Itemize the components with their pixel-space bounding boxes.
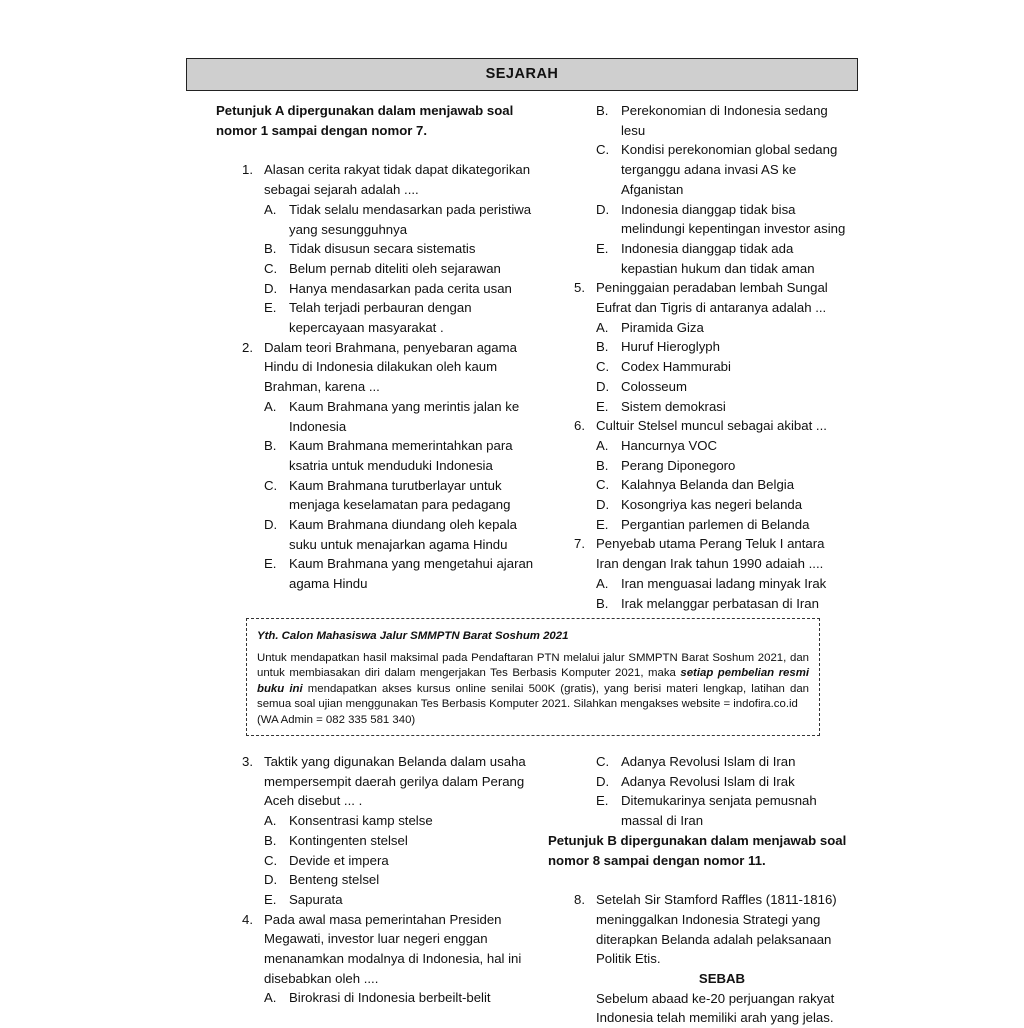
option-2a[interactable] — [216, 397, 536, 436]
option-text: Iran menguasai ladang minyak Irak — [621, 575, 827, 591]
option-3d[interactable] — [216, 870, 536, 890]
upper-right-column — [548, 101, 848, 613]
option-text: Indonesia dianggap tidak ada kepastian hukum dan tidak aman — [621, 240, 815, 276]
option-text: Codex Hammurabi — [621, 359, 731, 375]
question-number: 8. — [574, 892, 585, 908]
option-1c[interactable] — [216, 259, 536, 279]
option-letter: D. — [264, 872, 278, 888]
option-letter: B. — [596, 457, 609, 473]
question-4 — [216, 910, 536, 989]
notice-whatsapp: (WA Admin = 082 335 581 340) — [257, 713, 416, 726]
option-2d[interactable] — [216, 515, 536, 554]
option-letter: C. — [264, 852, 278, 868]
option-4a[interactable] — [216, 988, 536, 1008]
option-text: Kaum Brahmana turutberlayar untuk menjaga keselamatan para pedagang — [289, 477, 511, 513]
option-text: Kontingenten stelsel — [289, 832, 408, 848]
option-text: Kaum Brahmana memerintahkan para ksatria untuk menduduki Indonesia — [289, 438, 513, 473]
sebab-label: SEBAB — [698, 971, 746, 987]
option-text: Kondisi perekonomian global sedang terganggu adana invasi AS ke Afganistan — [621, 142, 838, 197]
option-text: Indonesia dianggap tidak bisa melindungi kepentingan investor asing — [621, 201, 846, 237]
option-6c[interactable] — [548, 475, 848, 495]
option-letter: A. — [596, 575, 609, 591]
option-letter: E. — [264, 891, 277, 907]
option-5a[interactable] — [548, 318, 848, 338]
notice-body-text: mendapatkan akses kursus online senilai 500K (gratis), yang berisi materi lengkap, latihan dan semua soal ujian menggunakan Tes Berbasis Komputer 2021. Silahkan mengakses website = indofira.co.id — [257, 682, 810, 711]
option-letter: C. — [596, 477, 610, 493]
option-text: Sistem demokrasi — [621, 398, 726, 414]
section-title — [186, 58, 858, 91]
option-letter: E. — [264, 300, 277, 316]
question-7 — [548, 534, 848, 573]
option-text: Perekonomian di Indonesia sedang lesu — [621, 103, 828, 138]
option-text: Ditemukarinya senjata pemusnah massal di Iran — [621, 793, 817, 829]
option-text: Kaum Brahmana yang merintis jalan ke Indonesia — [289, 398, 520, 434]
question-number: 1. — [242, 162, 253, 178]
option-letter: E. — [264, 556, 277, 572]
notice-body — [257, 651, 809, 713]
option-3a[interactable] — [216, 811, 536, 831]
option-letter: D. — [596, 378, 610, 394]
option-letter: C. — [596, 754, 610, 769]
option-letter: E. — [596, 398, 609, 414]
option-text: Adanya Revolusi Islam di Irak — [621, 773, 795, 789]
option-letter: D. — [596, 497, 610, 513]
option-text: Huruf Hieroglyph — [621, 339, 720, 355]
option-letter: A. — [264, 398, 277, 414]
question-3 — [216, 752, 536, 811]
question-text: Pada awal masa pemerintahan Presiden Megawati, investor luar negeri enggan menanamkan modalnya di Indonesia, hal ini disebabkan oleh .... — [264, 911, 522, 986]
lower-left-column — [216, 752, 536, 1008]
promo-notice-box — [246, 618, 820, 736]
option-text: Kaum Brahmana yang mengetahui ajaran agama Hindu — [289, 556, 534, 592]
option-text: Kalahnya Belanda dan Belgia — [621, 477, 795, 493]
option-6d[interactable] — [548, 495, 848, 515]
option-5b[interactable] — [548, 337, 848, 357]
option-letter: B. — [596, 339, 609, 355]
option-text: Benteng stelsel — [289, 872, 380, 888]
option-text: Hanya mendasarkan pada cerita usan — [289, 280, 512, 296]
option-4d[interactable] — [548, 200, 848, 239]
reason-text: Sebelum abaad ke-20 perjuangan rakyat Indonesia telah memiliki arah yang jelas. — [596, 990, 835, 1026]
option-letter: B. — [596, 595, 609, 611]
sebab-wrapper — [548, 969, 848, 1028]
option-text: Belum pernab diteliti oleh sejarawan — [289, 260, 501, 276]
option-text: Tidak disusun secara sistematis — [289, 241, 476, 257]
option-letter: A. — [596, 319, 609, 335]
option-2c[interactable] — [216, 476, 536, 515]
notice-title: Yth. Calon Mahasiswa Jalur SMMPTN Barat Soshum 2021 — [257, 630, 569, 642]
notice-body-text: Untuk mendapatkan hasil maksimal pada Pendaftaran PTN melalui jalur SMMPTN Barat Soshum 2021, dan untuk membiasakan diri dalam mengerjakan Tes Berbasis Komputer 2021, maka — [257, 651, 809, 680]
lower-right-column — [548, 752, 848, 1028]
option-text: Adanya Revolusi Islam di Iran — [621, 754, 796, 769]
option-3e[interactable] — [216, 890, 536, 910]
option-letter: C. — [264, 260, 278, 276]
option-letter: A. — [264, 990, 277, 1006]
option-letter: B. — [264, 241, 277, 257]
option-5c[interactable] — [548, 357, 848, 377]
question-number: 4. — [242, 911, 253, 927]
option-text: Kaum Brahmana diundang oleh kepala suku untuk menajarkan agama Hindu — [289, 517, 518, 552]
question-number: 3. — [242, 754, 253, 769]
option-text: Telah terjadi perbauran dengan kepercayaan masyarakat . — [289, 300, 472, 336]
option-1a[interactable] — [216, 200, 536, 239]
upper-left-column — [216, 101, 536, 594]
option-7c[interactable] — [548, 752, 848, 772]
option-text: Kosongriya kas negeri belanda — [621, 497, 803, 513]
option-3b[interactable] — [216, 831, 536, 851]
question-number: 7. — [574, 536, 585, 552]
option-7b[interactable] — [548, 594, 848, 614]
option-text: Tidak selalu mendasarkan pada peristiwa yang sesungguhnya — [289, 201, 532, 237]
instruction-a: Petunjuk A dipergunakan dalam menjawab soal nomor 1 sampai dengan nomor 7. — [216, 103, 514, 138]
option-1d[interactable] — [216, 279, 536, 299]
option-text: Birokrasi di Indonesia berbeilt-belit — [289, 990, 491, 1006]
option-letter: A. — [264, 201, 277, 217]
option-1e[interactable] — [216, 298, 536, 337]
question-text: Taktik yang digunakan Belanda dalam usaha mempersempit daerah gerilya dalam Perang Aceh disebut ... . — [264, 754, 526, 809]
option-letter: E. — [596, 240, 609, 256]
option-letter: C. — [596, 142, 610, 158]
option-text: Devide et impera — [289, 852, 389, 868]
option-letter: C. — [264, 477, 278, 493]
instruction-b: Petunjuk B dipergunakan dalam menjawab soal nomor 8 sampai dengan nomor 11. — [548, 832, 847, 868]
option-letter: E. — [596, 516, 609, 532]
option-letter: D. — [264, 280, 278, 296]
question-text: Alasan cerita rakyat tidak dapat dikategorikan sebagai sejarah adalah .... — [264, 162, 531, 198]
question-text: Dalam teori Brahmana, penyebaran agama Hindu di Indonesia dilakukan oleh kaum Brahman, karena ... — [264, 339, 517, 395]
question-2 — [216, 338, 536, 397]
question-text: Cultuir Stelsel muncul sebagai akibat ... — [596, 418, 827, 434]
option-7a[interactable] — [548, 574, 848, 594]
option-5d[interactable] — [548, 377, 848, 397]
option-letter: D. — [264, 517, 278, 533]
notice-emphasis: setiap pembelian resmi buku ini — [257, 667, 809, 695]
option-2e[interactable] — [216, 554, 536, 593]
option-letter: B. — [264, 438, 277, 454]
question-1 — [216, 160, 536, 199]
question-number: 5. — [574, 280, 585, 296]
option-6e[interactable] — [548, 515, 848, 535]
option-2b[interactable] — [216, 436, 536, 475]
question-6 — [548, 416, 848, 436]
option-text: Pergantian parlemen di Belanda — [621, 516, 810, 532]
question-number: 2. — [242, 339, 253, 355]
option-text: Perang Diponegoro — [621, 457, 736, 473]
option-4c[interactable] — [548, 140, 848, 199]
option-3c[interactable] — [216, 851, 536, 871]
option-5e[interactable] — [548, 397, 848, 417]
option-6b[interactable] — [548, 456, 848, 476]
option-letter: E. — [596, 793, 609, 809]
question-5 — [548, 278, 848, 317]
option-text: Konsentrasi kamp stelse — [289, 813, 433, 829]
question-text: Penyebab utama Perang Teluk I antara Iran dengan Irak tahun 1990 adaiah .... — [596, 536, 825, 572]
option-text: Piramida Giza — [621, 319, 704, 335]
option-7d[interactable] — [548, 772, 848, 792]
option-letter: A. — [264, 813, 277, 829]
question-text: Setelah Sir Stamford Raffles (1811-1816) meninggalkan Indonesia Strategi yang diterapkan Belanda adalah pelaksanaan Politik Etis. — [596, 892, 837, 967]
option-letter: D. — [596, 201, 610, 217]
option-text: Hancurnya VOC — [621, 437, 718, 453]
option-text: Irak melanggar perbatasan di Iran — [621, 595, 819, 611]
question-number: 6. — [574, 418, 585, 434]
section-title-text: SEJARAH — [485, 65, 559, 82]
option-4e[interactable] — [548, 239, 848, 278]
option-text: Sapurata — [289, 891, 343, 907]
question-8 — [548, 890, 848, 969]
option-letter: B. — [596, 103, 609, 118]
question-text: Peninggaian peradaban lembah Sungal Eufrat dan Tigris di antaranya adalah ... — [596, 280, 828, 316]
option-letter: C. — [596, 359, 610, 375]
option-letter: A. — [596, 437, 609, 453]
option-6a[interactable] — [548, 436, 848, 456]
option-4b[interactable] — [548, 101, 848, 140]
option-1b[interactable] — [216, 239, 536, 259]
option-letter: B. — [264, 832, 277, 848]
option-letter: D. — [596, 773, 610, 789]
option-7e[interactable] — [548, 791, 848, 830]
option-text: Colosseum — [621, 378, 687, 394]
